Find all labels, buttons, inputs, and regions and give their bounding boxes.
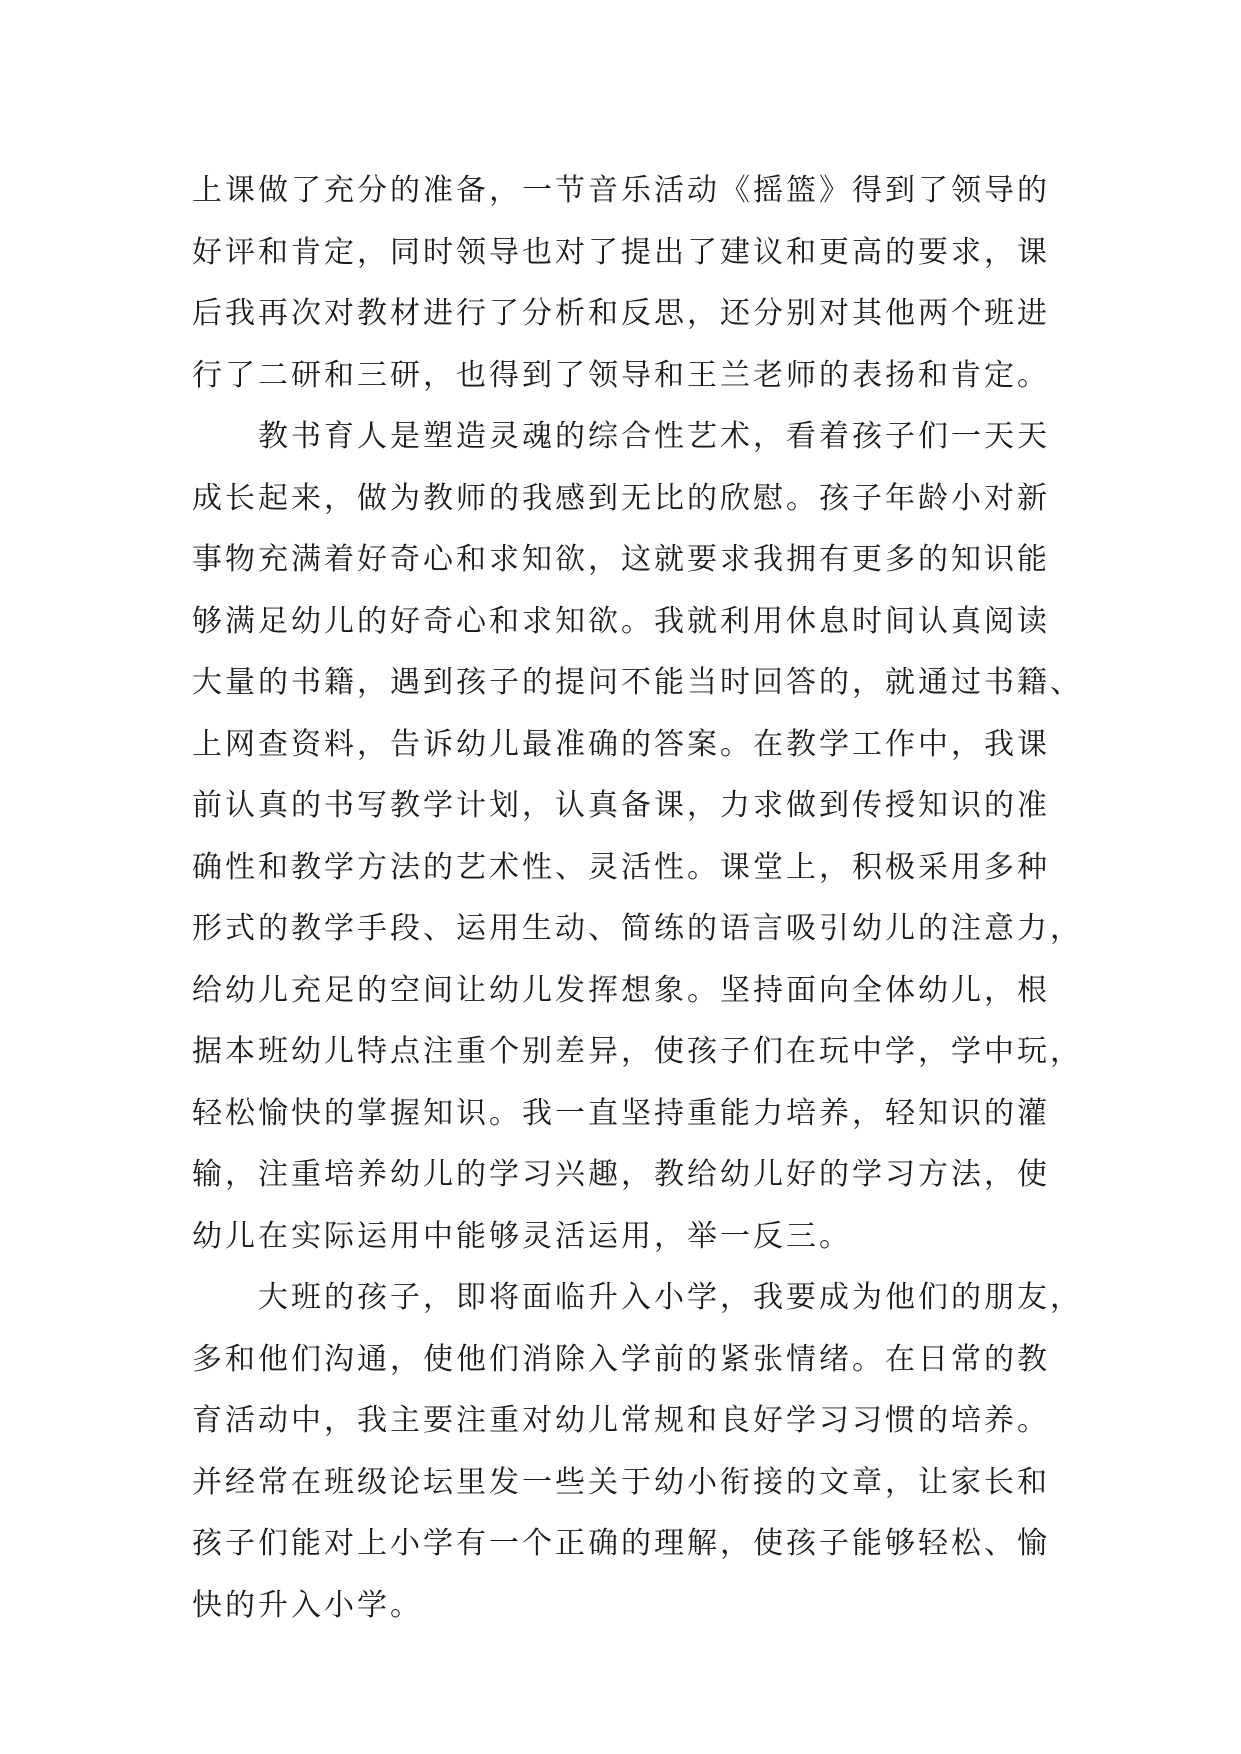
- text-line: 事物充满着好奇心和求知欲，这就要求我拥有更多的知识能: [192, 542, 1050, 577]
- text-line: 孩子们能对上小学有一个正确的理解，使孩子能够轻松、愉: [192, 1526, 1050, 1561]
- text-line: 好评和肯定，同时领导也对了提出了建议和更高的要求，课: [192, 234, 1050, 270]
- text-line: 幼儿在实际运用中能够灵活运用，举一反三。: [192, 1218, 852, 1254]
- document-page: [192, 160, 1083, 1636]
- text-line: 够满足幼儿的好奇心和求知欲。我就利用休息时间认真阅读: [192, 603, 1050, 639]
- text-line: 成长起来，做为教师的我感到无比的欣慰。孩子年龄小对新: [192, 480, 1050, 516]
- text-line: 前认真的书写教学计划，认真备课，力求做到传授知识的准: [192, 788, 1050, 823]
- text-line: 给幼儿充足的空间让幼儿发挥想象。坚持面向全体幼儿，根: [192, 972, 1050, 1008]
- text-line: 据本班幼儿特点注重个别差异，使孩子们在玩中学，学中玩，: [192, 1034, 1083, 1069]
- text-line: 后我再次对教材进行了分析和反思，还分别对其他两个班进: [192, 296, 1050, 331]
- text-line: 轻松愉快的掌握知识。我一直坚持重能力培养，轻知识的灌: [192, 1095, 1050, 1131]
- text-line: 行了二研和三研，也得到了领导和王兰老师的表扬和肯定。: [192, 357, 1050, 393]
- text-line: 并经常在班级论坛里发一些关于幼小衔接的文章，让家长和: [192, 1464, 1050, 1500]
- text-line: 育活动中，我主要注重对幼儿常规和良好学习习惯的培养。: [192, 1403, 1050, 1438]
- text-line: 输，注重培养幼儿的学习兴趣，教给幼儿好的学习方法，使: [192, 1157, 1050, 1192]
- text-line: 多和他们沟通，使他们消除入学前的紧张情绪。在日常的教: [192, 1341, 1050, 1377]
- text-line: 确性和教学方法的艺术性、灵活性。课堂上，积极采用多种: [192, 849, 1050, 885]
- paragraph-3: [192, 1267, 1083, 1636]
- text-line: 快的升入小学。: [192, 1587, 423, 1623]
- text-line: 形式的教学手段、运用生动、简练的语言吸引幼儿的注意力，: [192, 911, 1083, 946]
- paragraph-1: [192, 160, 1052, 406]
- paragraph-2: [192, 406, 1083, 1267]
- text-line: 上课做了充分的准备，一节音乐活动《摇篮》得到了领导的: [192, 173, 1050, 208]
- text-line: 上网查资料，告诉幼儿最准确的答案。在教学工作中，我课: [192, 726, 1050, 762]
- text-line: 教书育人是塑造灵魂的综合性艺术，看着孩子们一天天: [192, 419, 1050, 454]
- text-line: 大量的书籍，遇到孩子的提问不能当时回答的，就通过书籍、: [192, 665, 1083, 700]
- text-line: 大班的孩子，即将面临升入小学，我要成为他们的朋友，: [192, 1280, 1083, 1315]
